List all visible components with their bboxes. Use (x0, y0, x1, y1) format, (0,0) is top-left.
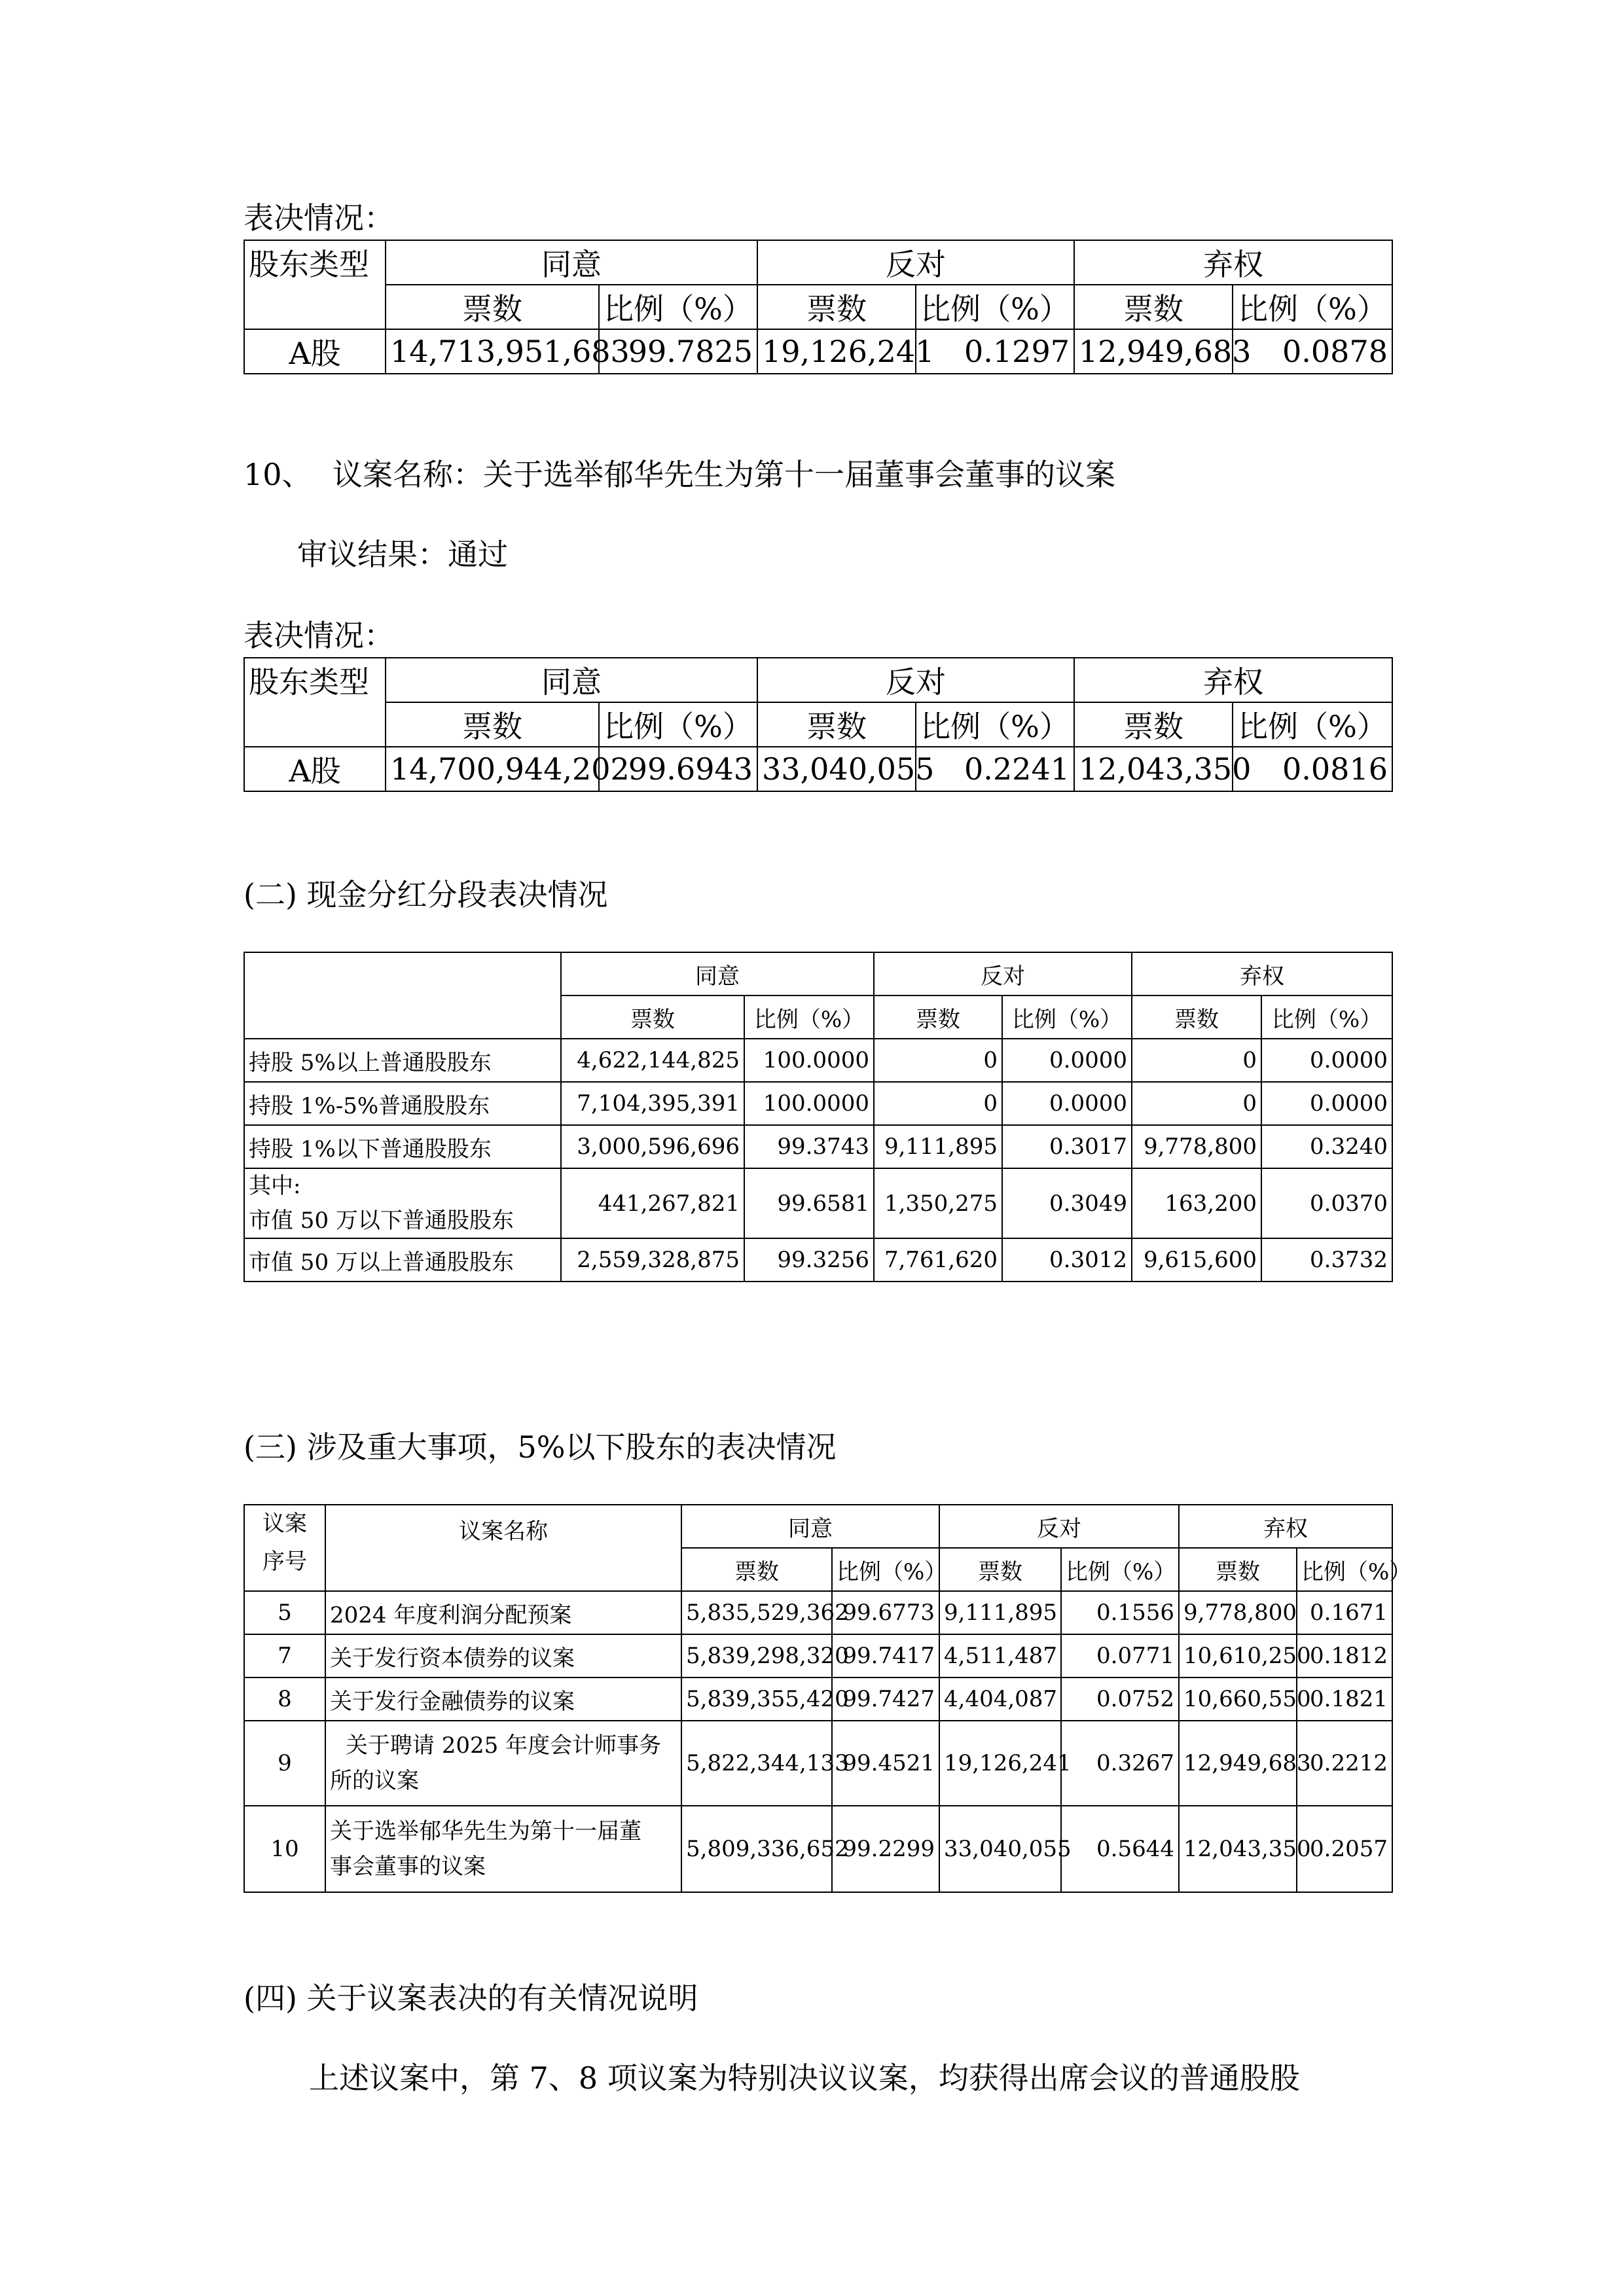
vote-label-1: 表决情况： (244, 200, 394, 236)
against-ratio: 0.3049 (1002, 1168, 1132, 1238)
header-abstain: 弃权 (1074, 658, 1392, 702)
header-ratio: 比例（%） (1261, 996, 1392, 1039)
row-label-line1: 其中: (249, 1173, 301, 1199)
against-votes: 1,350,275 (874, 1168, 1002, 1238)
header-votes: 票数 (757, 285, 916, 329)
header-votes: 票数 (874, 996, 1002, 1039)
item-result: 审议结果：通过 (297, 537, 508, 572)
against-ratio: 0.0771 (1061, 1634, 1179, 1677)
agree-ratio: 99.6943 (599, 747, 757, 791)
agree-votes: 14,700,944,202 (386, 747, 599, 791)
abstain-ratio: 0.3240 (1261, 1125, 1392, 1168)
against-ratio: 0.1556 (1061, 1591, 1179, 1634)
table-row (244, 1238, 1392, 1282)
agree-votes: 5,839,298,320 (681, 1634, 832, 1677)
table-row (244, 1039, 1392, 1082)
item-no: 5 (244, 1591, 325, 1634)
item-name-line1: 关于聘请 2025 年度会计师事务 (345, 1732, 662, 1759)
item-name: 2024 年度利润分配预案 (325, 1591, 681, 1634)
header-ratio: 比例（%） (832, 1548, 939, 1591)
row-label: 持股 1%-5%普通股股东 (244, 1082, 561, 1125)
abstain-votes: 9,778,800 (1132, 1125, 1261, 1168)
header-ratio: 比例（%） (916, 702, 1074, 747)
table-row (244, 1125, 1392, 1168)
against-ratio: 0.3017 (1002, 1125, 1132, 1168)
table-row (244, 1082, 1392, 1125)
header-abstain: 弃权 (1132, 952, 1392, 996)
against-ratio: 0.0000 (1002, 1039, 1132, 1082)
abstain-votes: 10,610,250 (1179, 1634, 1297, 1677)
against-votes: 7,761,620 (874, 1238, 1002, 1282)
against-ratio: 0.2241 (916, 747, 1074, 791)
header-ratio: 比例（%） (599, 702, 757, 747)
header-votes: 票数 (681, 1548, 832, 1591)
header-against: 反对 (874, 952, 1132, 996)
row-label-line2: 市值 50 万以下普通股股东 (249, 1207, 514, 1234)
vote-table-2 (244, 657, 1393, 792)
table-row (244, 1806, 1392, 1892)
header-agree: 同意 (561, 952, 874, 996)
against-ratio: 0.0752 (1061, 1677, 1179, 1721)
header-abstain: 弃权 (1179, 1505, 1392, 1548)
header-ratio: 比例（%） (744, 996, 874, 1039)
header-item-name: 议案名称 (325, 1505, 681, 1591)
header-against: 反对 (757, 658, 1074, 702)
vote-table-1 (244, 240, 1393, 374)
header-blank (244, 952, 561, 1039)
against-votes: 4,511,487 (939, 1634, 1061, 1677)
agree-votes: 3,000,596,696 (561, 1125, 744, 1168)
abstain-ratio: 0.1812 (1297, 1634, 1392, 1677)
agree-ratio: 99.6773 (832, 1591, 939, 1634)
abstain-ratio: 0.0816 (1233, 747, 1392, 791)
agree-votes: 5,822,344,133 (681, 1721, 832, 1806)
header-votes: 票数 (1132, 996, 1261, 1039)
item-name (325, 1721, 681, 1806)
abstain-votes: 9,615,600 (1132, 1238, 1261, 1282)
header-item-no-line1: 议案 (262, 1511, 307, 1537)
agree-votes: 14,713,951,683 (386, 329, 599, 374)
header-agree: 同意 (386, 240, 757, 285)
table-row (244, 1677, 1392, 1721)
agree-votes: 5,809,336,652 (681, 1806, 832, 1892)
item-no: 9 (244, 1721, 325, 1806)
agree-votes: 2,559,328,875 (561, 1238, 744, 1282)
abstain-votes: 12,949,683 (1074, 329, 1233, 374)
header-votes: 票数 (386, 702, 599, 747)
abstain-ratio: 0.2212 (1297, 1721, 1392, 1806)
header-against: 反对 (757, 240, 1074, 285)
agree-votes: 4,622,144,825 (561, 1039, 744, 1082)
row-label: 持股 5%以上普通股股东 (244, 1039, 561, 1082)
table-row (244, 1721, 1392, 1806)
against-votes: 9,111,895 (874, 1125, 1002, 1168)
share-type: A股 (244, 329, 386, 374)
header-agree: 同意 (681, 1505, 939, 1548)
dividend-table (244, 952, 1393, 1282)
header-agree: 同意 (386, 658, 757, 702)
agree-ratio: 99.7427 (832, 1677, 939, 1721)
item-name-line2: 所的议案 (330, 1768, 419, 1794)
header-ratio: 比例（%） (1002, 996, 1132, 1039)
row-label: 市值 50 万以上普通股股东 (244, 1238, 561, 1282)
header-ratio: 比例（%） (1233, 702, 1392, 747)
item-name (325, 1806, 681, 1892)
header-ratio: 比例（%） (1297, 1548, 1392, 1591)
header-item-no (244, 1505, 325, 1591)
section2-heading: (二) 现金分红分段表决情况 (244, 877, 608, 912)
abstain-votes: 9,778,800 (1179, 1591, 1297, 1634)
section4-body: 上述议案中，第 7、8 项议案为特别决议议案，均获得出席会议的普通股股 (309, 2060, 1300, 2096)
row-label: 持股 1%以下普通股股东 (244, 1125, 561, 1168)
agree-ratio: 99.3256 (744, 1238, 874, 1282)
item-number: 10、 (244, 457, 312, 492)
item-no: 7 (244, 1634, 325, 1677)
item-no: 10 (244, 1806, 325, 1892)
agree-ratio: 99.7825 (599, 329, 757, 374)
agree-ratio: 100.0000 (744, 1039, 874, 1082)
against-votes: 33,040,055 (939, 1806, 1061, 1892)
agree-ratio: 99.4521 (832, 1721, 939, 1806)
abstain-ratio: 0.1671 (1297, 1591, 1392, 1634)
major-items-table (244, 1504, 1412, 1893)
abstain-votes: 163,200 (1132, 1168, 1261, 1238)
agree-votes: 7,104,395,391 (561, 1082, 744, 1125)
item-title: 议案名称：关于选举郁华先生为第十一届董事会董事的议案 (333, 457, 1115, 492)
agree-ratio: 99.3743 (744, 1125, 874, 1168)
agree-ratio: 99.6581 (744, 1168, 874, 1238)
header-item-no-line2: 序号 (262, 1548, 307, 1575)
header-votes: 票数 (386, 285, 599, 329)
agree-ratio: 99.7417 (832, 1634, 939, 1677)
agree-ratio: 99.2299 (832, 1806, 939, 1892)
item-name: 关于发行金融债券的议案 (325, 1677, 681, 1721)
against-votes: 33,040,055 (757, 747, 916, 791)
share-type: A股 (244, 747, 386, 791)
header-ratio: 比例（%） (916, 285, 1074, 329)
against-ratio: 0.1297 (916, 329, 1074, 374)
against-ratio: 0.5644 (1061, 1806, 1179, 1892)
abstain-ratio: 0.2057 (1297, 1806, 1392, 1892)
header-shareholder-type: 股东类型 (244, 658, 386, 747)
header-votes: 票数 (1074, 702, 1233, 747)
header-ratio: 比例（%） (1233, 285, 1392, 329)
agree-votes: 5,839,355,420 (681, 1677, 832, 1721)
header-votes: 票数 (757, 702, 916, 747)
header-against: 反对 (939, 1505, 1179, 1548)
table-row (244, 1591, 1392, 1634)
header-shareholder-type: 股东类型 (244, 240, 386, 329)
abstain-votes: 12,949,683 (1179, 1721, 1297, 1806)
against-votes: 4,404,087 (939, 1677, 1061, 1721)
abstain-votes: 0 (1132, 1039, 1261, 1082)
header-abstain: 弃权 (1074, 240, 1392, 285)
header-ratio: 比例（%） (599, 285, 757, 329)
abstain-votes: 10,660,550 (1179, 1677, 1297, 1721)
abstain-votes: 12,043,350 (1074, 747, 1233, 791)
against-votes: 0 (874, 1082, 1002, 1125)
table-row (244, 1168, 1392, 1238)
abstain-votes: 12,043,350 (1179, 1806, 1297, 1892)
abstain-ratio: 0.1821 (1297, 1677, 1392, 1721)
against-votes: 9,111,895 (939, 1591, 1061, 1634)
against-ratio: 0.0000 (1002, 1082, 1132, 1125)
abstain-ratio: 0.0000 (1261, 1082, 1392, 1125)
section3-heading: (三) 涉及重大事项，5%以下股东的表决情况 (244, 1429, 837, 1465)
agree-votes: 5,835,529,362 (681, 1591, 832, 1634)
agree-votes: 441,267,821 (561, 1168, 744, 1238)
row-label (244, 1168, 561, 1238)
vote-label-2: 表决情况： (244, 618, 394, 653)
against-ratio: 0.3012 (1002, 1238, 1132, 1282)
item-name-line1: 关于选举郁华先生为第十一届董 (330, 1818, 641, 1844)
header-votes: 票数 (939, 1548, 1061, 1591)
header-votes: 票数 (1074, 285, 1233, 329)
header-votes: 票数 (1179, 1548, 1297, 1591)
header-ratio: 比例（%） (1061, 1548, 1179, 1591)
abstain-ratio: 0.3732 (1261, 1238, 1392, 1282)
abstain-ratio: 0.0370 (1261, 1168, 1392, 1238)
table-row (244, 329, 1392, 374)
table-row (244, 747, 1392, 791)
against-ratio: 0.3267 (1061, 1721, 1179, 1806)
table-row (244, 1634, 1392, 1677)
against-votes: 0 (874, 1039, 1002, 1082)
agree-ratio: 100.0000 (744, 1082, 874, 1125)
abstain-ratio: 0.0878 (1233, 329, 1392, 374)
against-votes: 19,126,241 (939, 1721, 1061, 1806)
header-votes: 票数 (561, 996, 744, 1039)
abstain-votes: 0 (1132, 1082, 1261, 1125)
section4-heading: (四) 关于议案表决的有关情况说明 (244, 1981, 698, 2016)
item-name-line2: 事会董事的议案 (330, 1854, 486, 1880)
item-name: 关于发行资本债券的议案 (325, 1634, 681, 1677)
abstain-ratio: 0.0000 (1261, 1039, 1392, 1082)
against-votes: 19,126,241 (757, 329, 916, 374)
item-no: 8 (244, 1677, 325, 1721)
